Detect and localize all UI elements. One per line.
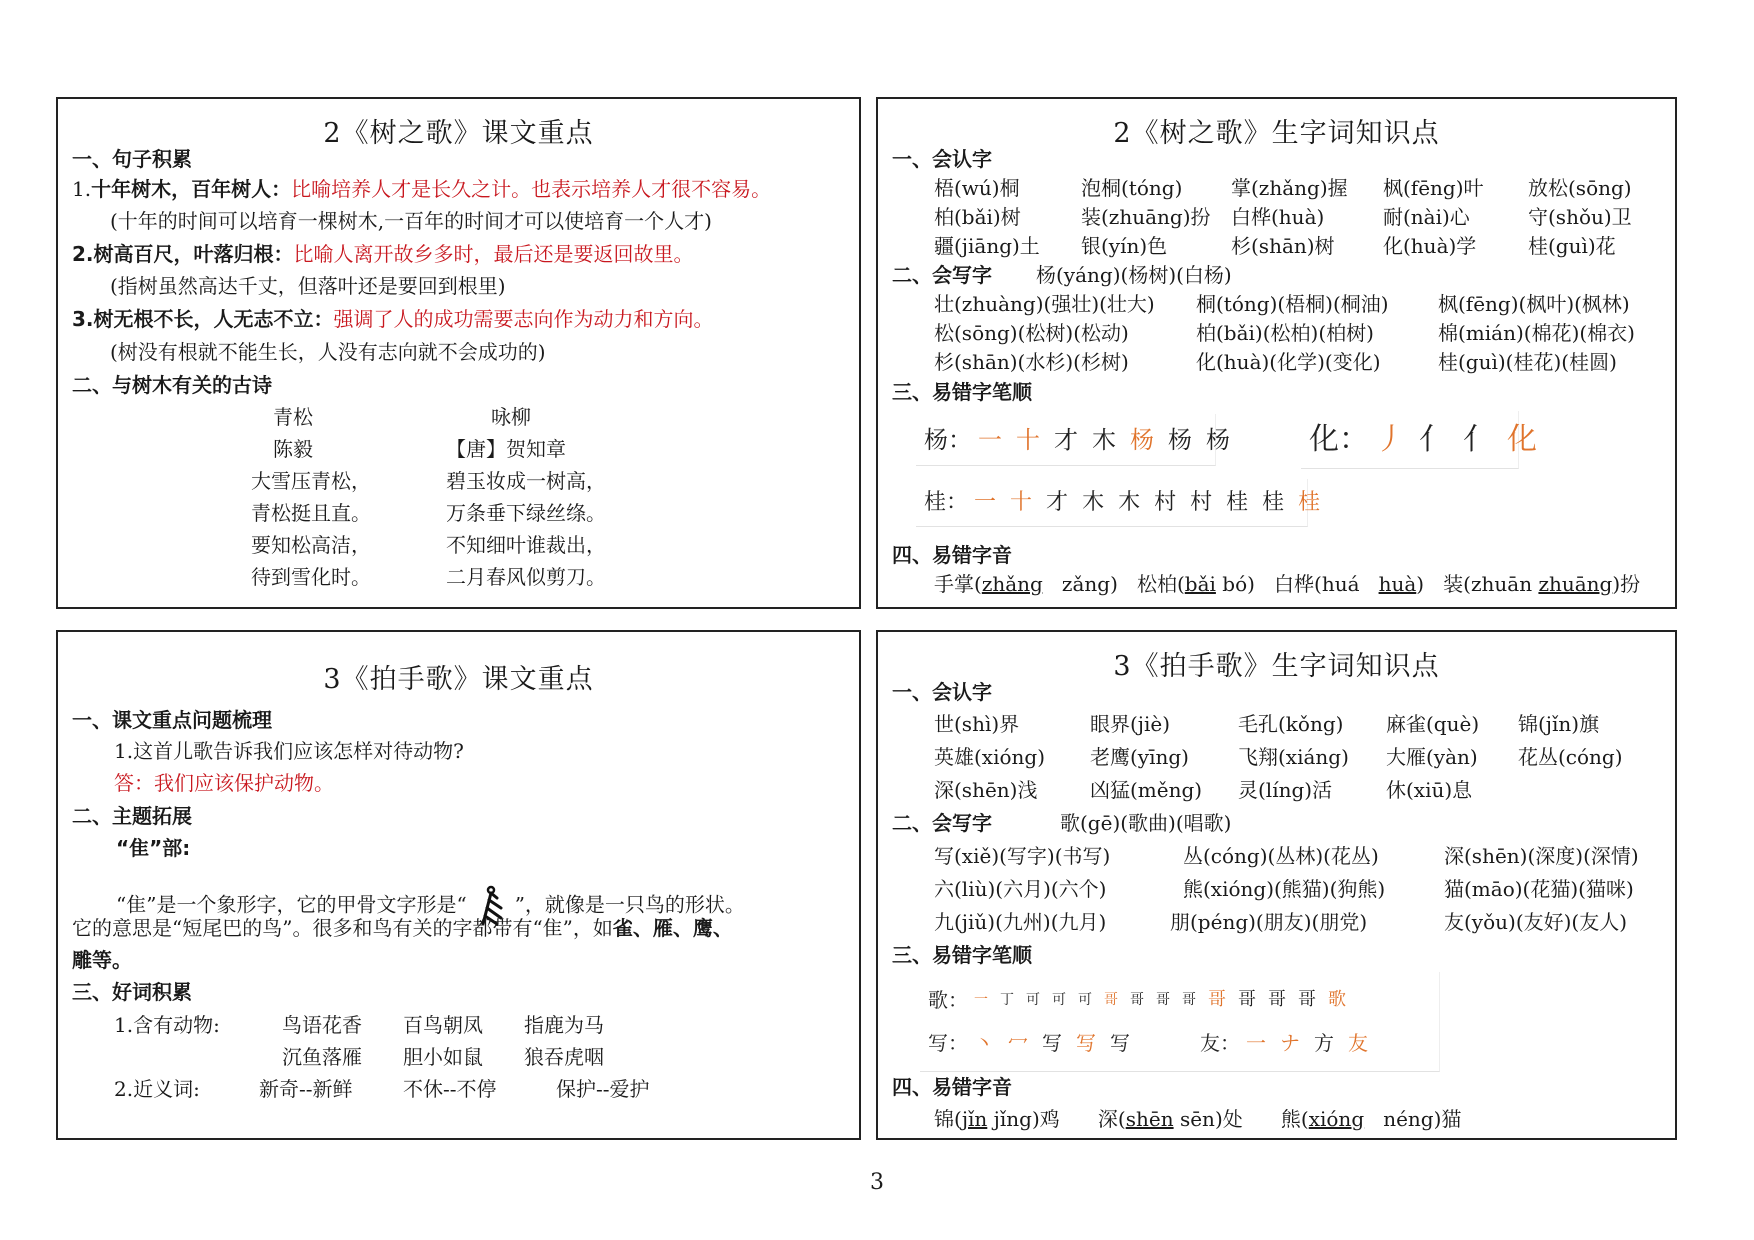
poem-title: 咏柳 [491,405,531,429]
pron-item: 装(zhuān zhuāng)扮 [1443,572,1641,596]
stroke-step: 丁 [1000,992,1014,1008]
idiom-meaning: 比喻培养人才是长久之计。也表示培养人才很不容易。 [291,177,772,201]
vocab-item: 银(yín)色 [1081,234,1168,258]
poem-line: 不知细叶谁裁出， [446,533,606,557]
vocab-item: 休(xiū)息 [1386,778,1473,802]
stroke-step: 木 [1092,425,1116,454]
vocab-item: 眼界(jiè) [1090,712,1171,736]
idiom-meaning: 比喻人离开故乡多时，最后还是要返回故里。 [293,242,694,266]
vocab-item: 花丛(cóng) [1518,745,1623,769]
word: 狼吞虎咽 [524,1045,604,1069]
stroke-step: 哥 [1208,989,1226,1010]
vocab-item: 深(shēn)浅 [934,778,1038,802]
stroke-step: 一 [1246,1031,1266,1055]
panel-title: 3《拍手歌》课文重点 [323,664,594,695]
section-heading: 一、课文重点问题梳理 [72,708,272,732]
write-item: 化(huà)(化学)(变化) [1196,350,1381,374]
poem-author: 陈毅 [273,437,313,461]
write-item: 丛(cóng)(丛林)(花丛) [1183,844,1379,868]
vocab-item: 凶猛(měng) [1090,778,1203,802]
vocab-item: 飞翔(xiáng) [1238,745,1349,769]
write-item: 杉(shān)(水杉)(杉树) [934,350,1129,374]
write-item: 桂(guì)(桂花)(桂圆) [1438,350,1617,374]
stroke-step: 村 [1154,489,1177,515]
write-item: 写(xiě)(写字)(书写) [934,844,1111,868]
synonym-pair: 不休--不停 [403,1077,497,1101]
answer: 答：我们应该保护动物。 [114,771,334,795]
idiom: 树高百尺，叶落归根： [93,242,294,266]
vocab-item: 白桦(huà) [1231,205,1325,229]
stroke-char: 桂： [924,489,969,515]
stroke-step: 写 [1110,1031,1130,1055]
idiom-note: (十年的时间可以培育一棵树木,一百年的时间才可以使培育一个人才) [110,209,712,233]
stroke-step: 哥 [1130,992,1144,1008]
item-number: 2. [72,242,94,266]
section-heading: 二、会写字 [892,811,992,835]
stroke-step: 杨 [1130,425,1154,454]
stroke-char: 友： [1200,1031,1240,1055]
vocab-item: 泡桐(tóng) [1081,176,1183,200]
vocab-item: 柏(bǎi)树 [934,205,1021,229]
radical-paragraph-line-3: 雕等。 [72,948,132,972]
stroke-step: 木 [1118,489,1141,515]
stroke-step: 才 [1046,489,1069,515]
write-item: 友(yǒu)(友好)(友人) [1444,910,1628,934]
vocab-item: 桂(guì)花 [1528,234,1616,258]
write-item: 朋(péng)(朋友)(朋党) [1170,910,1368,934]
vocab-item: 放松(sōng) [1528,176,1632,200]
vocab-item: 大雁(yàn) [1386,745,1478,769]
vocab-item: 梧(wú)桐 [934,176,1020,200]
pron-item: 松柏(bǎi bó) [1136,572,1255,596]
stroke-step: 丿 [1375,421,1405,457]
vocab-item: 老鹰(yīng) [1090,745,1189,769]
panel-shu-zhi-ge-vocabulary [876,97,1677,609]
write-item: 猫(māo)(花猫)(猫咪) [1444,877,1634,901]
vocab-item: 耐(nài)心 [1383,205,1470,229]
stroke-step: 丶 [974,1031,994,1055]
pron-item: 深(shēn sēn)处 [1097,1107,1243,1131]
vocab-item: 守(shǒu)卫 [1528,205,1632,229]
sentence-item-2 [72,244,694,264]
word: 胆小如鼠 [403,1045,483,1069]
section-heading: 二、会写字 [892,263,992,287]
write-item: 熊(xióng)(熊猫)(狗熊) [1183,877,1386,901]
poem-line: 万条垂下绿丝绦。 [446,501,606,525]
stroke-step: 十 [1016,425,1040,454]
panel-title: 2《树之歌》生字词知识点 [1113,118,1440,149]
poem-title: 青松 [273,405,313,429]
stroke-step: 十 [1010,489,1033,515]
stroke-step: 可 [1026,992,1040,1008]
write-item: 枫(fēng)(枫叶)(枫林) [1438,292,1630,316]
stroke-step: 一 [974,992,988,1008]
pron-item: 白桦(huá huà) [1274,572,1425,596]
stroke-step: 写 [1076,1031,1096,1055]
poem-line: 大雪压青松， [251,469,371,493]
stroke-step: 一 [974,489,997,515]
idiom-note: (指树虽然高达千丈，但落叶还是要回到根里) [110,274,506,298]
write-item: 棉(mián)(棉花)(棉衣) [1438,321,1635,345]
item-number: 3. [72,307,94,331]
section-heading: 一、会认字 [892,680,992,704]
idiom-note: (树没有根就不能生长，人没有志向就不会成功的) [110,340,546,364]
vocab-item: 疆(jiāng)土 [934,234,1040,258]
stroke-order-yang [916,414,1230,466]
sentence-item-1 [72,179,771,199]
stroke-char: 杨： [924,425,972,454]
pronunciation-row [934,574,1640,594]
pron-item: 手掌(zhǎng zǎng) [934,572,1118,596]
synonym-pair: 保护--爱护 [556,1077,650,1101]
write-item: 六(liù)(六月)(六个) [934,877,1107,901]
item-number: 1. [72,177,92,201]
stroke-order-box [920,972,1440,1072]
stroke-char: 写： [928,1031,968,1055]
sentence-item-3 [72,309,714,329]
panel-pai-shou-ge-vocabulary [876,630,1677,1140]
idiom: 十年树木，百年树人： [91,177,292,201]
stroke-order-gui [916,479,1321,527]
stroke-step: 歌 [1328,989,1346,1010]
section-heading: 三、好词积累 [72,980,192,1004]
poem-line: 要知松高洁， [251,533,371,557]
write-item: 壮(zhuàng)(强壮)(壮大) [934,292,1155,316]
word: 百鸟朝凤 [403,1013,483,1037]
stroke-order-ge [928,980,1439,1020]
words-label: 1.含有动物: [114,1013,220,1037]
section-heading: 三、易错字笔顺 [892,380,1032,404]
write-item: 柏(bǎi)(松柏)(柏树) [1196,321,1374,345]
pronunciation-row [934,1109,1461,1129]
stroke-step: 哥 [1238,989,1256,1010]
panel-pai-shou-ge-key-points [56,630,861,1140]
stroke-step: 冖 [1008,1031,1028,1055]
write-item: 九(jiǔ)(九州)(九月) [934,910,1107,934]
stroke-order-hua [1301,411,1537,469]
panel-shu-zhi-ge-key-points [56,97,861,609]
pron-item: 熊(xióng néng)猫 [1280,1107,1462,1131]
poem-author: 【唐】贺知章 [446,437,566,461]
vocab-item: 麻雀(què) [1386,712,1480,736]
pron-item: 锦(jǐn jǐng)鸡 [934,1107,1060,1131]
vocab-item: 化(huà)学 [1383,234,1477,258]
word: 鸟语花香 [282,1013,362,1037]
synonyms-label: 2.近义词: [114,1077,200,1101]
stroke-step: 村 [1190,489,1213,515]
stroke-step: 方 [1314,1031,1334,1055]
stroke-step: 桂 [1298,489,1321,515]
stroke-char: 歌： [928,988,968,1012]
vocab-item: 毛孔(kǒng) [1238,712,1344,736]
stroke-step: 杨 [1168,425,1192,454]
panel-title: 3《拍手歌》生字词知识点 [1113,651,1440,682]
word: 指鹿为马 [524,1013,604,1037]
vocab-item: 装(zhuāng)扮 [1081,205,1211,229]
stroke-step: 一 [978,425,1002,454]
poem-line: 青松挺且直。 [251,501,371,525]
stroke-step: 亻 [1419,421,1449,457]
section-heading: 三、易错字笔顺 [892,943,1032,967]
vocab-item: 杉(shān)树 [1231,234,1335,258]
stroke-step: 杨 [1206,425,1230,454]
stroke-step: 化 [1507,421,1537,457]
question: 1.这首儿歌告诉我们应该怎样对待动物? [114,739,464,763]
write-item: 杨(yáng)(杨树)(白杨) [1036,263,1232,287]
stroke-step: 哥 [1298,989,1316,1010]
section-heading: 四、易错字音 [892,543,1012,567]
stroke-order-xie-you [928,1020,1439,1066]
stroke-step: 写 [1042,1031,1062,1055]
stroke-step: 可 [1052,992,1066,1008]
stroke-step: 友 [1348,1031,1368,1055]
stroke-step: 哥 [1182,992,1196,1008]
vocab-item: 枫(fēng)叶 [1383,176,1484,200]
word: 沉鱼落雁 [282,1045,362,1069]
stroke-step: 哥 [1104,992,1118,1008]
stroke-step: 可 [1078,992,1092,1008]
stroke-step: 亻 [1463,421,1493,457]
page-number: 3 [870,1170,884,1195]
write-item: 歌(gē)(歌曲)(唱歌) [1060,811,1232,835]
synonym-pair: 新奇--新鲜 [259,1077,353,1101]
vocab-item: 灵(líng)活 [1238,778,1333,802]
poem-line: 二月春风似剪刀。 [446,565,606,589]
idiom-meaning: 强调了人的成功需要志向作为动力和方向。 [333,307,714,331]
radical-paragraph-line-2: 它的意思是“短尾巴的鸟”。很多和鸟有关的字都带有“隹”，如雀、雁、鹰、 [72,916,733,940]
idiom: 树无根不长，人无志不立： [93,307,334,331]
panel-title: 2《树之歌》课文重点 [323,118,594,149]
write-item: 桐(tóng)(梧桐)(桐油) [1196,292,1389,316]
radical-paragraph-line-1: “隹”是一个象形字，它的甲骨文字形是“ ”，就像是一只鸟的形状。 [116,884,745,928]
section-heading: 一、会认字 [892,147,992,171]
section-heading: 一、句子积累 [72,147,192,171]
vocab-item: 英雄(xióng) [934,745,1046,769]
vocab-item: 锦(jǐn)旗 [1518,712,1600,736]
stroke-step: 桂 [1226,489,1249,515]
stroke-char: 化： [1309,421,1369,457]
section-heading: 二、与树木有关的古诗 [72,373,272,397]
section-heading: 二、主题拓展 [72,804,192,828]
section-heading: 四、易错字音 [892,1075,1012,1099]
poem-line: 碧玉妆成一树高， [446,469,606,493]
stroke-step: 才 [1054,425,1078,454]
poem-line: 待到雪化时。 [251,565,371,589]
stroke-step: 木 [1082,489,1105,515]
stroke-step: 哥 [1268,989,1286,1010]
stroke-step: 哥 [1156,992,1170,1008]
vocab-item: 世(shì)界 [934,712,1020,736]
radical-label: “隹”部: [116,836,191,860]
write-item: 松(sōng)(松树)(松动) [934,321,1129,345]
stroke-step: ナ [1280,1031,1300,1055]
vocab-item: 掌(zhǎng)握 [1231,176,1348,200]
stroke-step: 桂 [1262,489,1285,515]
write-item: 深(shēn)(深度)(深情) [1444,844,1639,868]
